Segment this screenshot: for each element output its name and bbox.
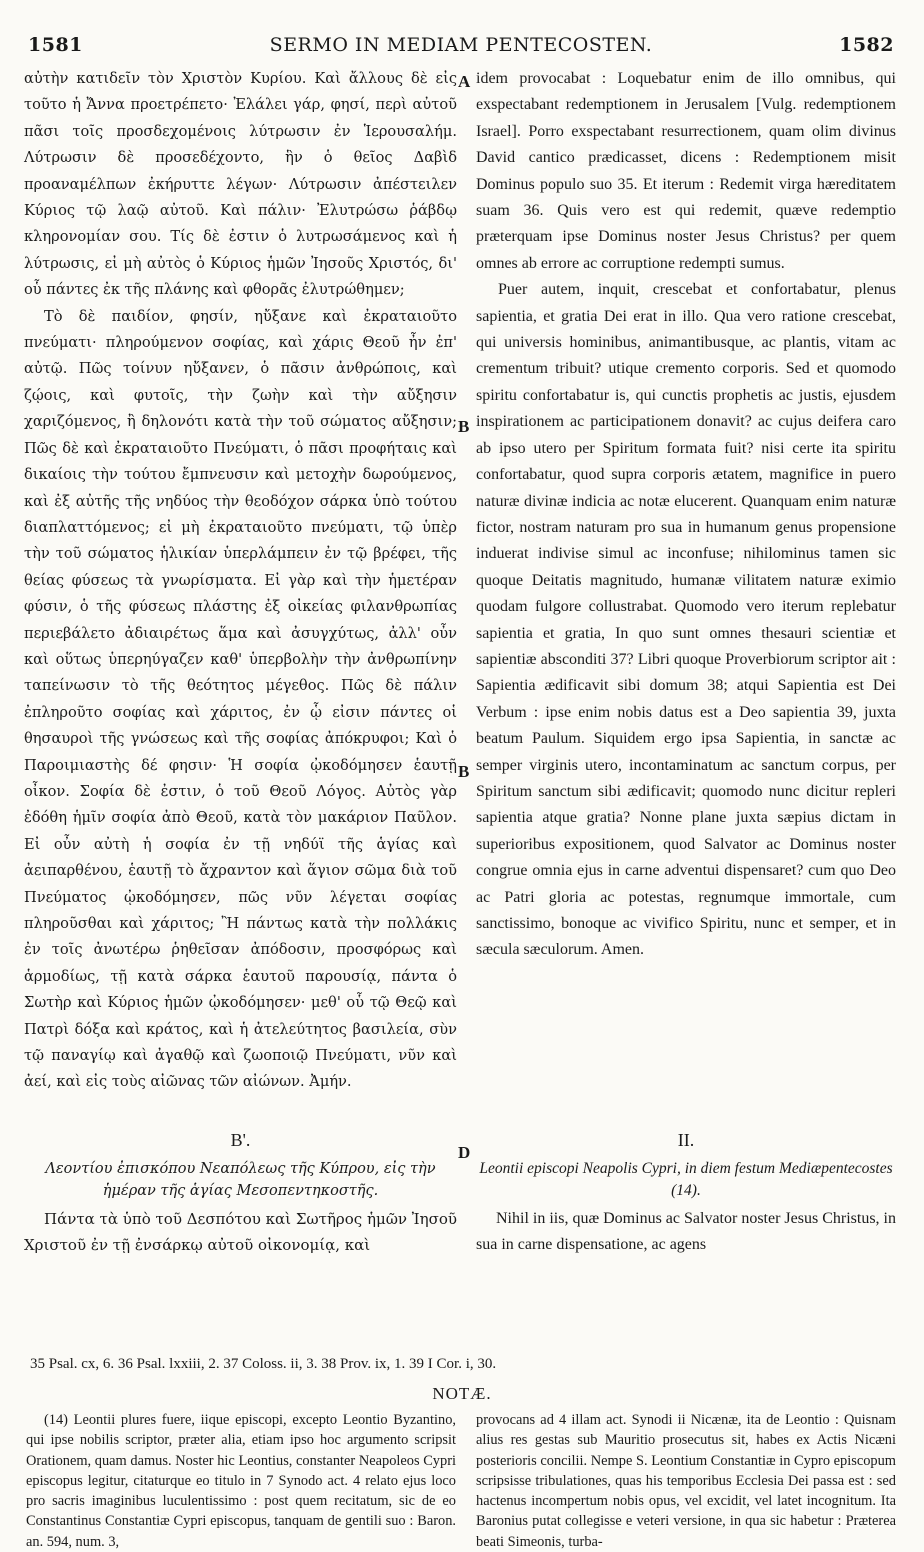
latin-section-title: Leontii episcopi Neapolis Cypri, in diem festum Mediæpentecostes (14). (479, 1160, 893, 1199)
latin-section-opening: Nihil in iis, quæ Dominus ac Salvator noster Jesus Christus, in sua in carne dispensatione, ac agens (476, 1210, 896, 1253)
latin-column (476, 66, 896, 964)
latin-paragraph-2: Puer autem, inquit, crescebat et confortabatur, plenus sapientia, et gratia Dei erat in illo. Qua vero ratione crescebat, qui universis hominibus, animantibusque, ac plantis, vitam ac crementum tribuit? utique cremento corporis. Sed et quomodo spiritu confortabatur is, qui cunctis prophetis ac justis, ejusdem inspirationem ac participationem donavit? ac cujus deifera caro ab ipso utero per Spiritum formata fuit? nisi certe ita spiritu confortabatur, quod supra corporis ætatem, magnifice in puero naturæ divinæ indicia ac notæ elucerent. Quanquam enim naturæ fictor, nostram naturam pro sua in humanum genus propensione induerat indivise simul ac inconfuse; nihilominus tamen sic quoque Deitatis magnitudo, humanæ vilitatem naturæ eximio quodam fulgore collustrabat. Quomodo vero iterum replebatur sapientia et gratia, In quo sunt omnes thesauri scientiæ et sapientiæ absconditi 37? Libri quoque Proverbiorum scriptor ait : Sapientia ædificavit sibi domum 38; atqui Sapientia est Dei Verbum : ipse enim nobis datus est a Deo sapientia 39, juxta beatum Paulum. Siquidem ergo ipsa Sapientia, in sanctæ ac semper virginis utero, incontaminatum ac sanctum corpus, per Spiritum sanctum sibi ædificavit; quomodo nunc dicitur repleri sapientia atque gratia? Nonne plane juxta sæpius dictam in superioribus expositionem, quod Salvator ac Dominus noster congrue omnia ejus in carne adventui dispensaret? cum quo Deo ac Patri gloria ac potestas, regnumque immortale, cum sanctissimo, bonoque ac vivifico Spiritu, nunc et semper, et in sæcula sæculorum. Amen. (476, 281, 896, 959)
margin-letter-d: D (458, 1143, 471, 1162)
greek-column (24, 66, 457, 1096)
greek-paragraph-2: Τὸ δὲ παιδίον, φησίν, ηὔξανε καὶ ἐκραταιοῦτο πνεύματι· πληρούμενον σοφίας, καὶ χάρις Θεοῦ ἦν ἐπ' αὐτῷ. Πῶς τοίνυν ηὔξανεν, ὁ πᾶσιν ἀνθρώποις, καὶ ζῴοις, καὶ φυτοῖς, τὴν ζωὴν καὶ τὴν αὔξησιν χαριζόμενος, ἢ δηλονότι κατὰ τὴν τοῦ σώματος αὔξησιν; Πῶς δὲ καὶ ἐκραταιοῦτο Πνεύματι, ὁ πᾶσι προφήταις καὶ δικαίοις τὴν τούτου ἔμπνευσιν καὶ μετοχὴν δωρούμενος, καὶ ἐξ αὐτῆς τῆς νηδύος τὴν θεοδόχον σάρκα ὑπὸ τούτου διαπλαττόμενος; εἰ μὴ ἐκραταιοῦτο πνεύματι, τῷ ὑπὲρ τὴν τοῦ σώματος ἡλικίαν ὑπερλάμπειν ἐν τῷ βρέφει, τῆς θείας φύσεως τὰ γνωρίσματα. Εἰ γὰρ καὶ τὴν ἡμετέραν φύσιν, ὁ τῆς φύσεως πλάστης ἐξ οἰκείας φιλανθρωπίας περιεβάλετο ἀδιαιρέτως ἅμα καὶ ἀσυγχύτως, ἀλλ' οὖν καὶ οὕτως ὑπερηύγαζεν καθ' ὑπερβολὴν τὴν ἀνθρωπίνην ταπείνωσιν τὸ τῆς θεότητος μέγεθος. Πῶς δὲ πάλιν ἐπληροῦτο σοφίας καὶ χάριτος, ἐν ᾧ εἰσιν πάντες οἱ θησαυροὶ τῆς γνώσεως καὶ τῆς σοφίας ἀπόκρυφοι; Καὶ ὁ Παροιμιαστὴς δέ φησιν· Ἡ σοφία ᾠκοδόμησεν ἑαυτῇ οἶκον. Σοφία δὲ ἐστιν, ὁ τοῦ Θεοῦ Λόγος. Αὐτὸς γὰρ ἐδόθη ἡμῖν σοφία ἀπὸ Θεοῦ, κατὰ τὸν μακάριον Παῦλον. Εἰ οὖν αὐτὴ ἡ σοφία ἐν τῇ νηδύϊ τῆς ἁγίας καὶ ἀειπαρθένου, ἑαυτῇ τὸ ἄχραντον καὶ ἅγιον σῶμα διὰ τοῦ Πνεύματος ᾠκοδόμησεν, πῶς νῦν λέγεται σοφίας πληροῦσθαι καὶ χάριτος; Ἢ πάντως κατὰ τὴν πολλάκις ἐν τοῖς ἀνωτέρω ῥηθεῖσαν ἀπόδοσιν, προσφόρως καὶ ἁρμοδίως, τῇ κατὰ σάρκα ἑαυτοῦ παρουσίᾳ, πάντα ὁ Σωτὴρ καὶ Κύριος ἡμῶν ᾠκοδόμησεν· μεθ' οὗ τῷ Θεῷ καὶ Πατρὶ δόξα καὶ κράτος, καὶ ἡ ἀτελεύτητος βασιλεία, σὺν τῷ παναγίῳ καὶ ἀγαθῷ καὶ ζωοποιῷ Πνεύματι, νῦν καὶ ἀεί, καὶ εἰς τοὺς αἰῶνας τῶν αἰώνων. Ἀμήν. (24, 307, 457, 1091)
notes-heading: NOTÆ. (432, 1384, 492, 1403)
latin-paragraph-1: idem provocabat : Loquebatur enim de illo omnibus, qui exspectabant redemptionem in Jerusalem [Vulg. redemptionem Israel]. Porro exspectabant resurrectionem, quam olim divinus David cantico prædicasset, dicens : Redemptionem misit Dominus populo suo 35. Et iterum : Redemit virga hæreditatem suam 36. Quis vero est qui redemit, quæve redemptio præterquam ipse Dominus noster Jesus Christus? per quem omnes ab errore ac corruptione redempti sumus. (476, 70, 896, 272)
note-14-part-1: (14) Leontii plures fuere, iique episcopi, excepto Leontio Byzantino, qui ipse nobilis scriptor, præter alia, etiam ipso hoc argumento scripsit Orationem, quam damus. Noster hic Leontius, constanter Neapoleos Cypri episcopus legitur, citaturque eo titulo in 7 Synodo act. 4 relato ejus loco pro sacris imaginibus luculentissimo : post quem recitatum, sic de eo Constantinus Constantiæ Cypri episcopus, tanquam de gentili suo : Baron. an. 594, num. 3, (26, 1412, 456, 1550)
scripture-references: 35 Psal. cx, 6. 36 Psal. lxxiii, 2. 37 Coloss. ii, 3. 38 Prov. ix, 1. 39 I Cor. i, 30. (30, 1356, 497, 1372)
margin-letter-b: B (458, 417, 470, 436)
notes-right-column (476, 1410, 896, 1552)
greek-section-opening: Πάντα τὰ ὑπὸ τοῦ Δεσπότου καὶ Σωτῆρος ἡμῶν Ἰησοῦ Χριστοῦ ἐν τῇ ἐνσάρκῳ αὐτοῦ οἰκονομίᾳ, καὶ (24, 1210, 457, 1254)
running-header (28, 34, 894, 64)
right-page-number: 1582 (839, 34, 894, 56)
latin-section-number: II. (677, 1130, 695, 1150)
left-page-number: 1581 (28, 34, 83, 56)
greek-section-number: Β'. (230, 1130, 251, 1150)
notes-left-column (26, 1410, 456, 1552)
margin-letter-b-second: B (458, 762, 470, 781)
running-title: SERMO IN MEDIAM PENTECOSTEN. (269, 34, 653, 56)
greek-paragraph-1: αὐτὴν κατιδεῖν τὸν Χριστὸν Κυρίου. Καὶ ἄλλους δὲ εἰς τοῦτο ἡ Ἄννα προετρέπετο· Ἐλάλει γάρ, φησί, περὶ αὐτοῦ πᾶσι τοῖς προσδεχομένοις λύτρωσιν ἐν Ἱερουσαλήμ. Λύτρωσιν δὲ προσεδέχοντο, ἣν ὁ θεῖος Δαβὶδ προαναμέλπων ἐκήρυττε λέγων· Λύτρωσιν ἀπέστειλεν Κύριος τῷ λαῷ αὐτοῦ. Καὶ πάλιν· Ἐλυτρώσω ῥάβδῳ κληρονομίαν σου. Τίς δὲ ἐστιν ὁ λυτρωσάμενος καὶ ἡ λύτρωσις, εἰ μὴ αὐτὸς ὁ Κύριος ἡμῶν Ἰησοῦς Χριστός, δι' οὗ πάντες ἐκ τῆς πλάνης καὶ φθορᾶς ἐλυτρώθημεν; (24, 70, 457, 299)
margin-letter-a: A (458, 72, 471, 91)
greek-section-title: Λεοντίου ἐπισκόπου Νεαπόλεως τῆς Κύπρου, εἰς τὴν ἡμέραν τῆς ἁγίας Μεσοπεντηκοστῆς. (45, 1161, 436, 1199)
note-14-part-2: provocans ad 4 illam act. Synodi ii Nicænæ, ita de Leontio : Quisnam alius res gestas sub Mauritio prosecutus sit, habes ex Actis Nicæni posterioris concilii. Nempe S. Leontium Constantiæ in Cypro episcopum scripsisse tribulationes, quas his temporibus Ecclesia Dei passa est : sed hactenus incompertum nobis opus, vel excidit, vel latet incognitum. Ita Baronius putat collegisse e veteri versione, in qua sic habetur : Præterea beati Simeonis, turba- (476, 1412, 896, 1550)
